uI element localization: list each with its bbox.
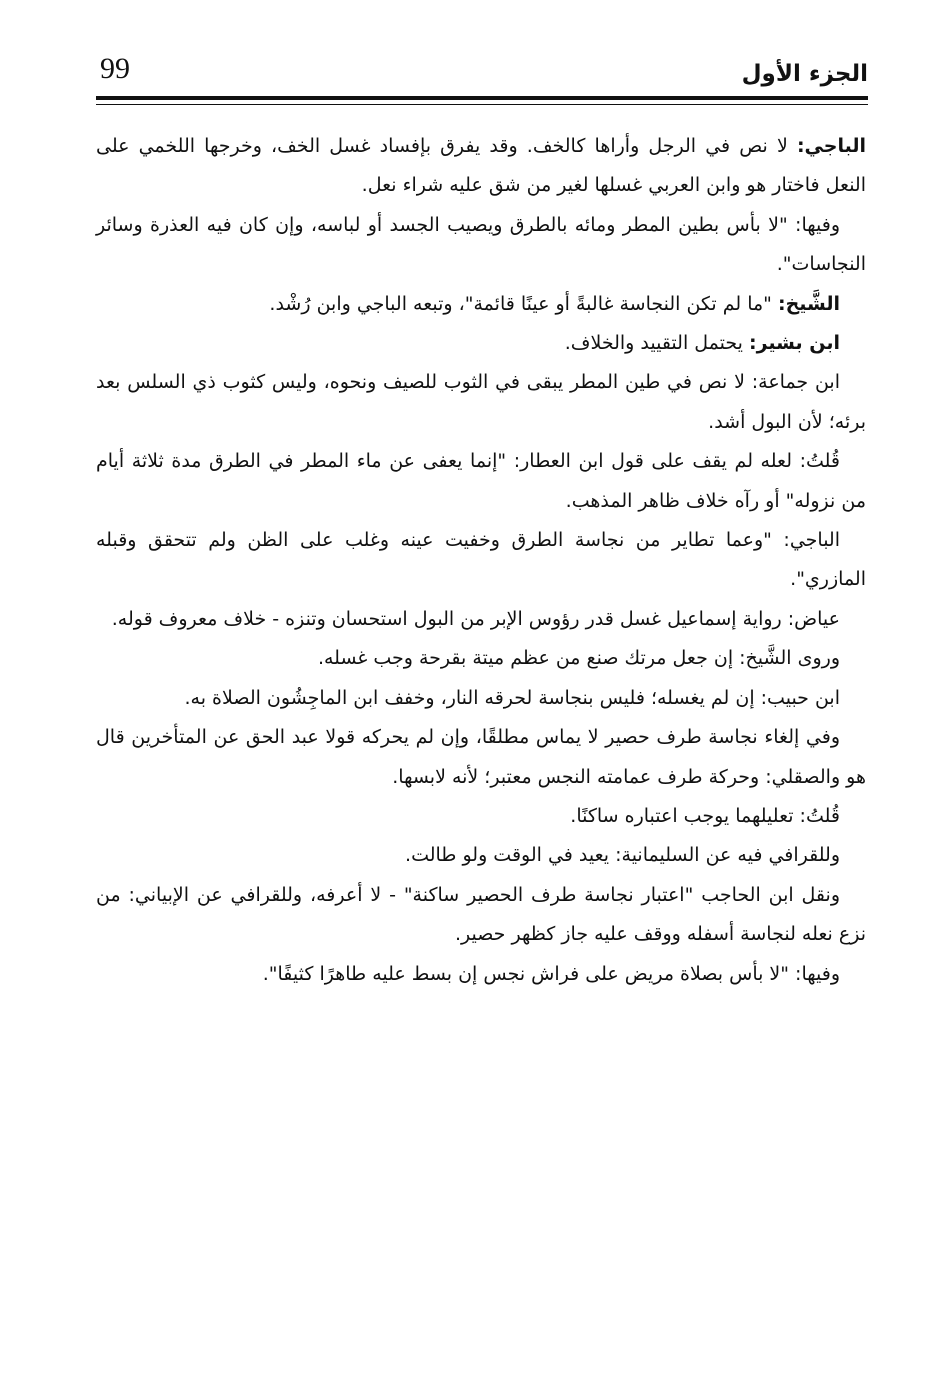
speaker-name: الشَّيخ: — [777, 292, 840, 315]
paragraph-text: وفيها: "لا بأس بطين المطر ومائه بالطرق ويصيب الجسد أو لباسه، وإن كان فيه العذرة وسائر النجاسات". — [96, 213, 866, 276]
paragraph — [96, 324, 866, 363]
page-header — [96, 48, 868, 92]
paragraph — [96, 836, 866, 875]
paragraph — [96, 442, 866, 521]
paragraph-text: قُلتُ: لعله لم يقف على قول ابن العطار: "إنما يعفى عن ماء المطر في الطرق مدة ثلاثة أيام من نزوله" أو رآه خلاف ظاهر المذهب. — [96, 450, 866, 512]
paragraph — [96, 285, 866, 324]
paragraph — [96, 876, 866, 955]
paragraph-text: "ما لم تكن النجاسة غالبةً أو عينًا قائمة"، وتبعه الباجي وابن رُشْد. — [269, 292, 778, 315]
paragraph — [96, 206, 866, 285]
paragraph — [96, 955, 866, 994]
body-text — [96, 127, 866, 994]
paragraph-text: وفيها: "لا بأس بصلاة مريض على فراش نجس إن بسط عليه طاهرًا كثيفًا". — [262, 962, 840, 985]
paragraph — [96, 639, 866, 678]
paragraph — [96, 797, 866, 836]
paragraph-text: ابن جماعة: لا نص في طين المطر يبقى في الثوب للصيف ونحوه، وليس كثوب ذي السلس بعد برئه؛ لأن البول أشد. — [96, 371, 866, 433]
paragraph — [96, 127, 866, 206]
paragraph-text: الباجي: "وعما تطاير من نجاسة الطرق وخفيت عينه وغلب على الظن ولم تتحقق وقبله المازري". — [96, 529, 866, 591]
paragraph — [96, 363, 866, 442]
paragraph-text: عياض: رواية إسماعيل غسل قدر رؤوس الإبر من البول استحسان وتنزه - خلاف معروف قوله. — [111, 607, 840, 630]
speaker-name: الباجي: — [796, 135, 866, 157]
paragraph — [96, 600, 866, 639]
header-rule-thick — [96, 96, 868, 100]
running-title: الجزء الأول — [741, 61, 868, 87]
paragraph-text: وفي إلغاء نجاسة طرف حصير لا يماس مطلقًا، وإن لم يحركه قولا عبد الحق عن المتأخرين قال هو والصقلي: وحركة طرف عمامته النجس معتبر؛ لأنه لابسها. — [96, 726, 866, 788]
paragraph — [96, 718, 866, 797]
paragraph — [96, 679, 866, 718]
paragraph-text: قُلتُ: تعليلهما يوجب اعتباره ساكنًا. — [570, 804, 840, 827]
paragraph-text: لا نص في الرجل وأراها كالخف. وقد يفرق بإفساد غسل الخف، وخرجها اللخمي على النعل فاختار هو وابن العربي غسلها لغير من شق عليه شراء نعل. — [96, 135, 866, 197]
paragraph-text: وللقرافي فيه عن السليمانية: يعيد في الوقت ولو طالت. — [405, 844, 840, 867]
paragraph-text: ابن حبيب: إن لم يغسله؛ فليس بنجاسة لحرقه النار، وخفف ابن الماجِشُون الصلاة به. — [184, 686, 840, 709]
page-number: 99 — [100, 52, 130, 85]
header-rule-thin — [96, 104, 868, 105]
speaker-name: ابن بشير: — [748, 332, 840, 355]
paragraph-text: ونقل ابن الحاجب "اعتبار نجاسة طرف الحصير ساكنة" - لا أعرفه، وللقرافي عن الإبياني: من نزع نعله لنجاسة أسفله ووقف عليه جاز كظهر حصير. — [96, 883, 866, 946]
paragraph-text: يحتمل التقييد والخلاف. — [564, 332, 749, 355]
paragraph-text: وروى الشَّيخ: إن جعل مرتك صنع من عظم ميتة بقرحة وجب غسله. — [317, 647, 840, 670]
paragraph — [96, 521, 866, 600]
